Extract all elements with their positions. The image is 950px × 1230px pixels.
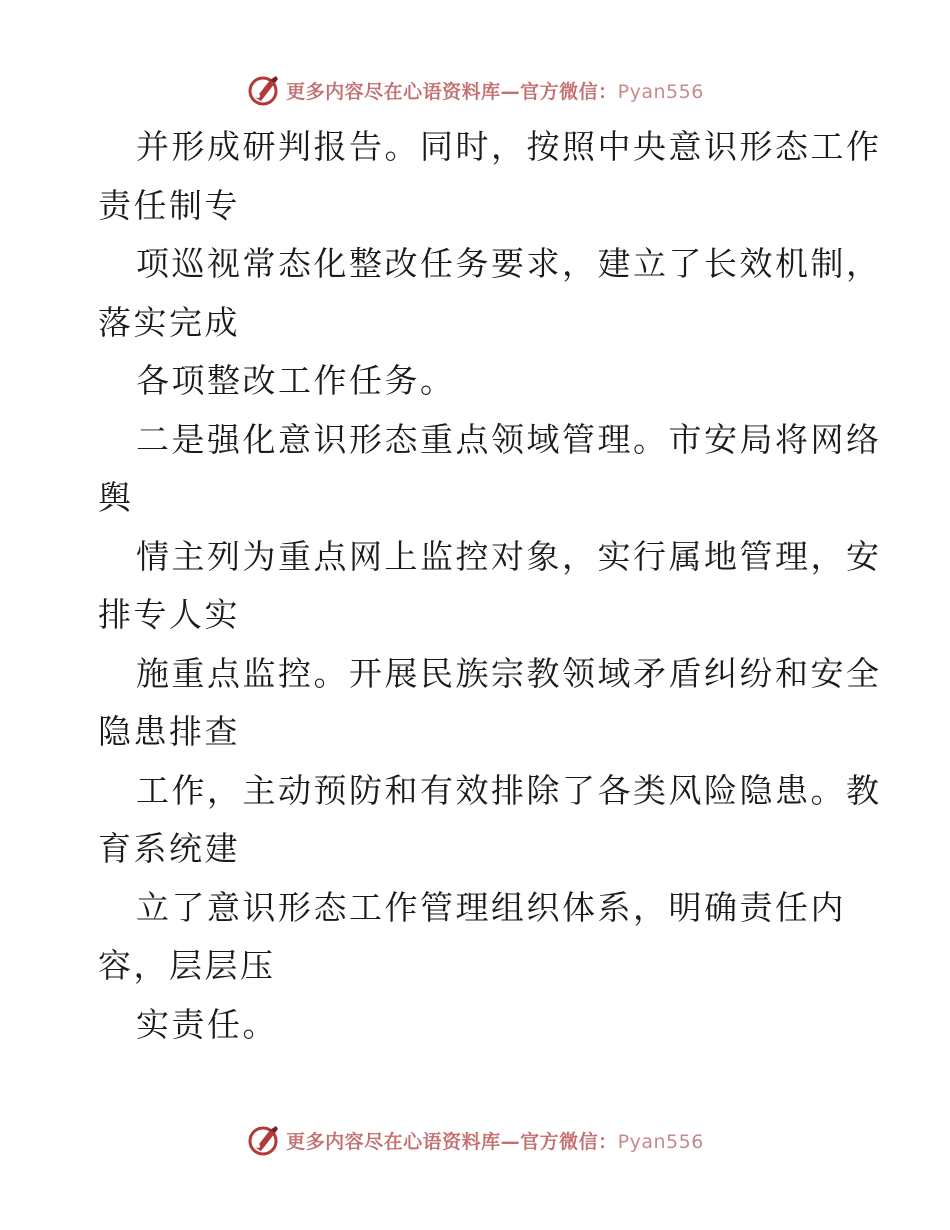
document-body [98,118,882,1054]
banner-text-id: Pyan556 [617,80,704,103]
text-line: 容，层层压 [98,946,276,985]
text-line: 施重点监控。开展民族宗教领域矛盾纠纷和安全 [136,653,882,693]
banner-text-cn: 更多内容尽在心语资料库—官方微信： [286,1130,618,1153]
text-line: 责任制专 [98,185,240,225]
text-line: 并形成研判报告。同时，按照中央意识形态工作 [136,127,882,166]
text-line: 工作，主动预防和有效排除了各类风险隐患。教 [136,770,882,810]
text-line: 二是强化意识形态重点领域管理。市安局将网络 [136,419,882,459]
banner-text-cn: 更多内容尽在心语资料库—官方微信： [286,80,618,103]
banner-text [286,77,704,104]
text-line: 立了意识形态工作管理组织体系，明确责任内 [136,887,846,927]
text-line: 项巡视常态化整改任务要求，建立了长效机制， [136,244,882,283]
banner-text-id: Pyan556 [617,1130,704,1153]
text-line: 舆 [98,478,134,517]
text-line: 排专人实 [98,595,240,634]
footer-banner [0,1120,950,1160]
text-line: 育系统建 [98,829,240,868]
text-line: 各项整改工作任务。 [136,361,456,400]
header-banner [0,70,950,110]
text-line: 隐患排查 [98,712,240,751]
text-line: 落实完成 [98,302,240,342]
pen-logo-icon [246,72,282,108]
banner-text [286,1127,704,1154]
pen-logo-icon [246,1122,282,1158]
text-line: 实责任。 [136,1004,278,1044]
text-line: 情主列为重点网上监控对象，实行属地管理，安 [136,536,882,576]
